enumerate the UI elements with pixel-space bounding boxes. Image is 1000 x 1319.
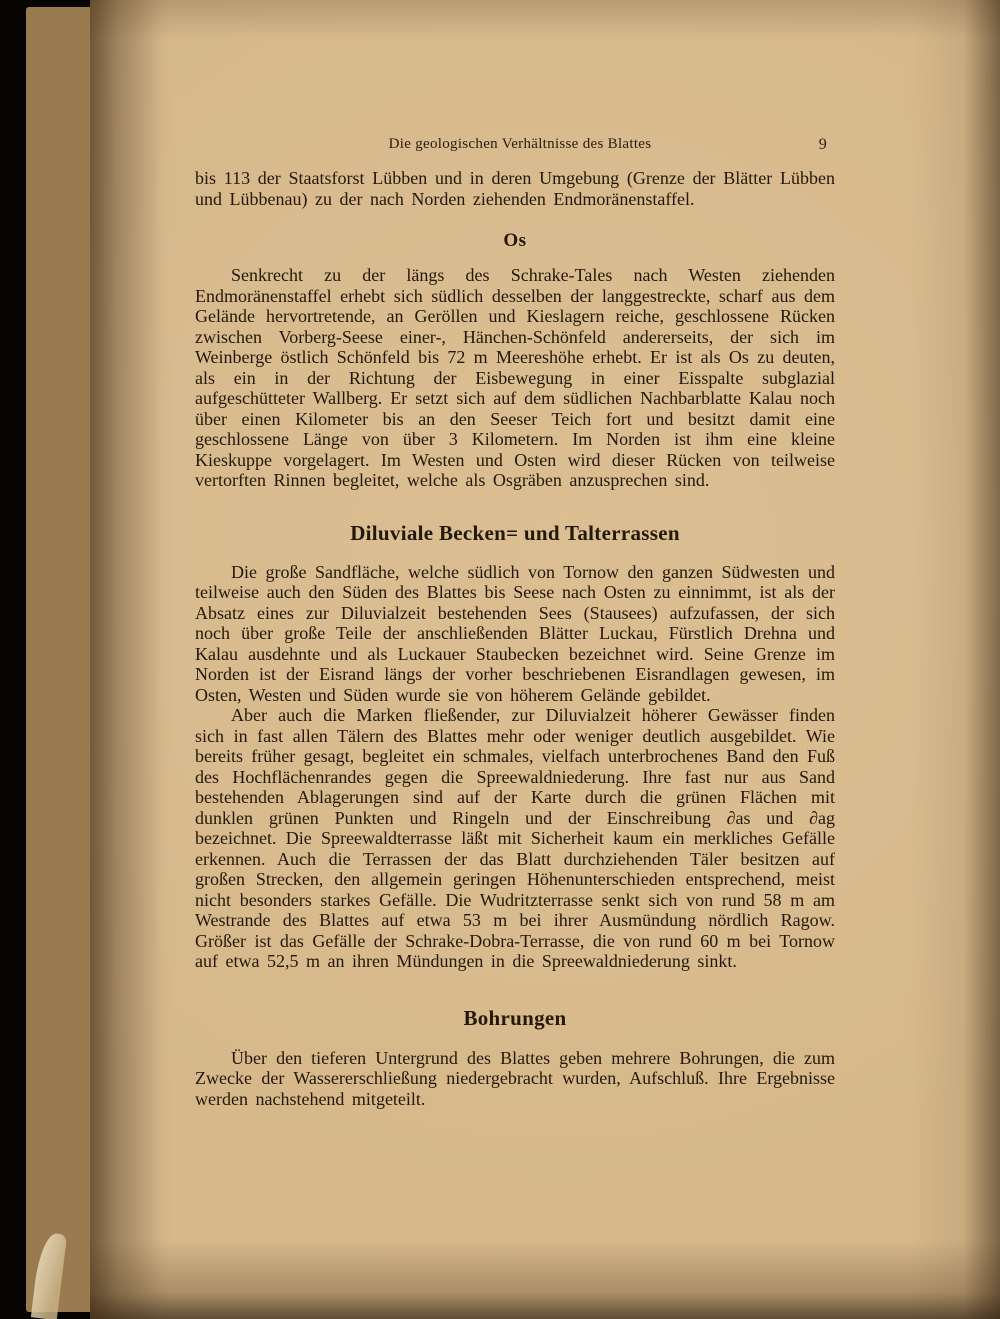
gutter-shadow [90, 0, 160, 1319]
page-content [195, 0, 835, 1109]
heading-bohrungen: Bohrungen [463, 1005, 567, 1030]
heading-os: Os [503, 230, 527, 251]
page-number: 9 [818, 136, 827, 153]
paragraph-os: Senkrecht zu der längs des Schrake-Tales nach Westen ziehenden Endmoränenstaffel erhebt sich südlich desselben der langgestreckte, scharf aus dem Gelände hervortretende, an Geröllen und Kieslagern reiche, geschlossene Rücken zwischen Vorberg-Seese einer-, Hänchen-Schönfeld andererseits, der sich im Weinberge östlich Schönfeld bis 72 m Meereshöhe erhebt. Er ist als Os zu deuten, als ein in der Richtung der Eisbewegung in einer Eisspalte subglazial aufgeschütteter Wallberg. Er setzt sich auf dem südlichen Nachbarblatte Kalau noch über einen Kilometer bis an den Seeser Teich fort und besitzt damit eine geschlossene Länge von über 3 Kilometern. Im Norden ist ihm eine kleine Kieskuppe vorgelagert. Im Westen und Osten wird dieser Rücken von teilweise vertorften Rinnen begleitet, welche als Osgräben anzusprechen sind. [195, 265, 835, 490]
book-page-edges [26, 7, 92, 1312]
running-head-title: Die geologischen Verhältnisse des Blattes [388, 136, 652, 152]
running-head [195, 136, 835, 153]
paragraph-intro: bis 113 der Staatsforst Lübben und in deren Umgebung (Grenze der Blätter Lübben und Lübbenau) zu der nach Norden ziehenden Endmoränenstaffel. [195, 168, 835, 209]
paragraph-terrassen-2: Aber auch die Marken fließender, zur Diluvialzeit höherer Gewässer finden sich in fast allen Tälern des Blattes mehr oder weniger deutlich ausgebildet. Wie bereits früher gesagt, begleitet ein schmales, vielfach unterbrochenes Band den Fuß des Hochflächenrandes gegen die Spreewaldniederung. Ihre fast nur aus Sand bestehenden Ablagerungen sind auf der Karte durch die grünen Flächen mit dunklen grünen Punkten und Ringeln und der Einschreibung ∂as und ∂ag bezeichnet. Die Spreewaldterrasse läßt mit Sicherheit kaum ein merkliches Gefälle erkennen. Auch die Terrassen der das Blatt durchziehenden Täler besitzen auf großen Strecken, den allgemein geringen Höhenunterschieden entsprechend, meist nicht besonders starkes Gefälle. Die Wudritzterrasse senkt sich von rund 58 m am Westrande des Blattes auf etwa 53 m bei ihrer Ausmündung nördlich Ragow. Größer ist das Gefälle der Schrake-Dobra-Terrasse, die von rund 60 m bei Tornow auf etwa 52,5 m an ihren Mündungen in die Spreewaldniederung sinkt. [195, 705, 835, 971]
page [90, 0, 1000, 1319]
heading-diluviale-terrassen: Diluviale Becken= und Talterrassen [350, 520, 680, 545]
paragraph-bohrungen: Über den tieferen Untergrund des Blattes geben mehrere Bohrungen, die zum Zwecke der Wassererschließung niedergebracht wurden, Aufschluß. Ihre Ergebnisse werden nachstehend mitgeteilt. [195, 1047, 835, 1109]
paragraph-terrassen-1: Die große Sandfläche, welche südlich von Tornow den ganzen Südwesten und teilweise auch den Süden des Blattes bis Seese nach Osten zu einnimmt, ist als der Absatz eines zur Diluvialzeit bestehenden Sees (Stausees) aufzufassen, der sich noch über große Teile der anschließenden Blätter Luckau, Fürstlich Drehna und Kalau ausdehnte und als Luckauer Staubecken bezeichnet wird. Seine Grenze im Norden ist der Eisrand längs der vorher beschriebenen Eisrandlagen gewesen, im Osten, Westen und Süden wurde sie von höherem Gelände gebildet. [195, 561, 835, 705]
